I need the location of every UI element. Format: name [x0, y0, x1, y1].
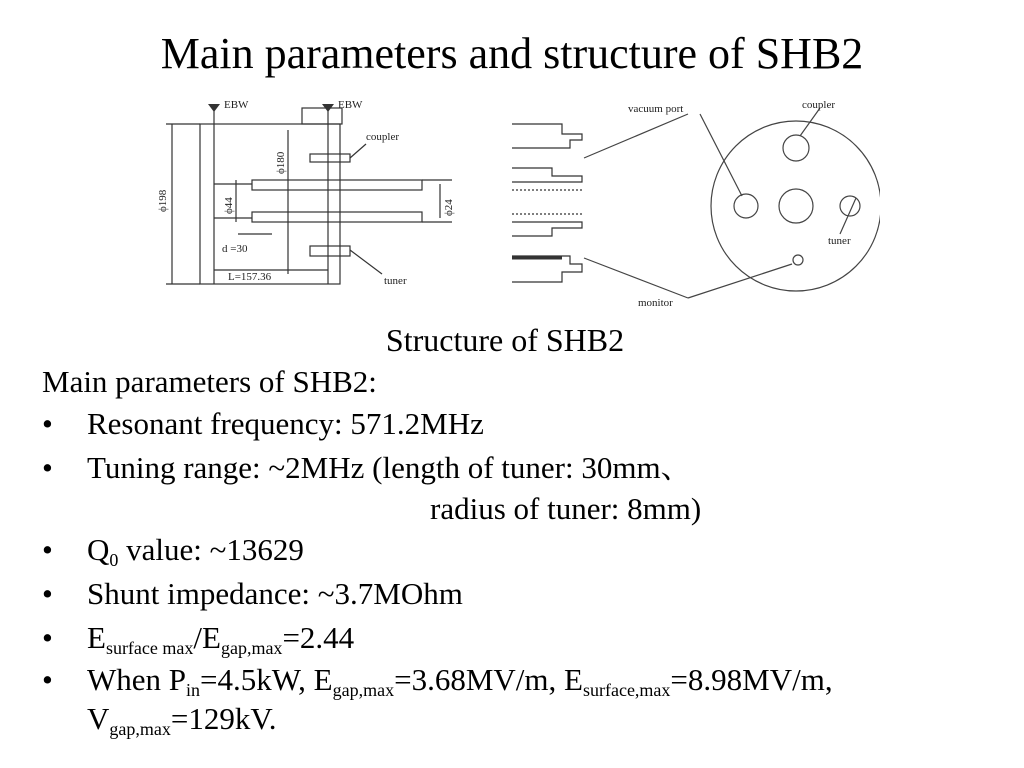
label-d: d =30 [222, 243, 248, 255]
resonant-frequency: Resonant frequency: 571.2MHz [87, 406, 484, 441]
label-monitor: monitor [638, 297, 673, 309]
bullet-icon: • [42, 450, 53, 485]
bullet-icon: • [42, 620, 53, 655]
field-ratio: $E_{surface max}/E_{gap,max}=2.44$ [87, 620, 355, 658]
label-coupler-left: coupler [366, 131, 399, 143]
label-tuner-left: tuner [384, 275, 407, 287]
tuning-range-cont: radius of tuner: 8mm) [430, 491, 702, 526]
parameters-section [42, 362, 1022, 738]
list-item [42, 402, 1022, 446]
list-item [42, 446, 1022, 528]
label-phi198: ϕ198 [157, 189, 169, 212]
bullet-icon: • [42, 406, 53, 441]
side-profile-drawing [512, 124, 582, 282]
label-tuner-right: tuner [828, 235, 851, 247]
label-ebw-left: EBW [224, 99, 249, 111]
bullet-icon: • [42, 662, 53, 697]
shunt-impedance: Shunt impedance: ~3.7MOhm [87, 576, 463, 611]
gap-voltage: $V_{gap,max}=129kV$. [87, 701, 277, 739]
label-phi44: ϕ44 [223, 197, 235, 214]
list-item [42, 572, 1022, 616]
label-phi180: ϕ180 [275, 151, 287, 174]
shb2-structure-figure [152, 84, 880, 320]
parameter-list [42, 402, 1022, 738]
operating-point: When $P_{in}=4.5kW$, $E_{gap,max}=3.68MV/m$, $E_{surface,max}=8.98MV/m$, [87, 662, 833, 700]
figure-caption: Structure of SHB2 [385, 322, 625, 358]
q0-value: $Q_0$ value: ~13629 [87, 532, 304, 570]
label-L: L=157.36 [228, 271, 272, 283]
parameters-heading: Main parameters of SHB2: [42, 364, 377, 399]
bullet-icon: • [42, 532, 53, 567]
slide-title: Main parameters and structure of SHB2 [160, 29, 864, 78]
cross-section-drawing [166, 108, 452, 284]
list-item [42, 660, 1022, 738]
label-coupler-right: coupler [802, 99, 835, 111]
list-item [42, 616, 1022, 660]
label-vacuum-port: vacuum port [628, 103, 684, 115]
bullet-icon: • [42, 576, 53, 611]
list-item [42, 528, 1022, 572]
label-phi24: ϕ24 [443, 199, 455, 216]
label-ebw-right: EBW [338, 99, 363, 111]
flange-view-drawing [584, 108, 880, 298]
tuning-range: Tuning range: ~2MHz (length of tuner: 30mm、 [87, 450, 692, 485]
